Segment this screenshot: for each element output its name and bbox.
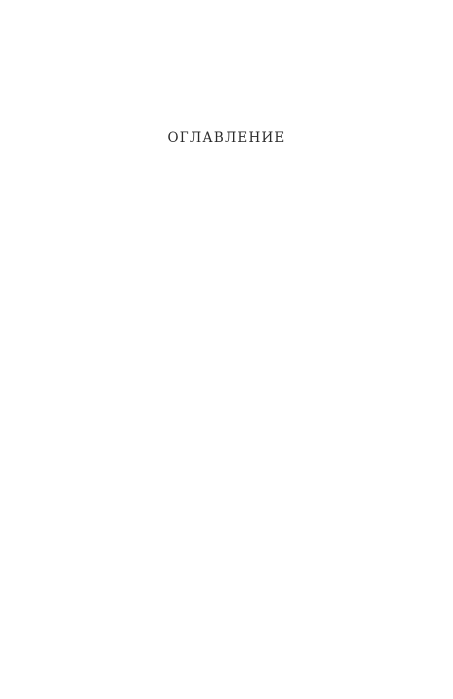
- toc-title: ОГЛАВЛЕНИЕ: [167, 130, 286, 146]
